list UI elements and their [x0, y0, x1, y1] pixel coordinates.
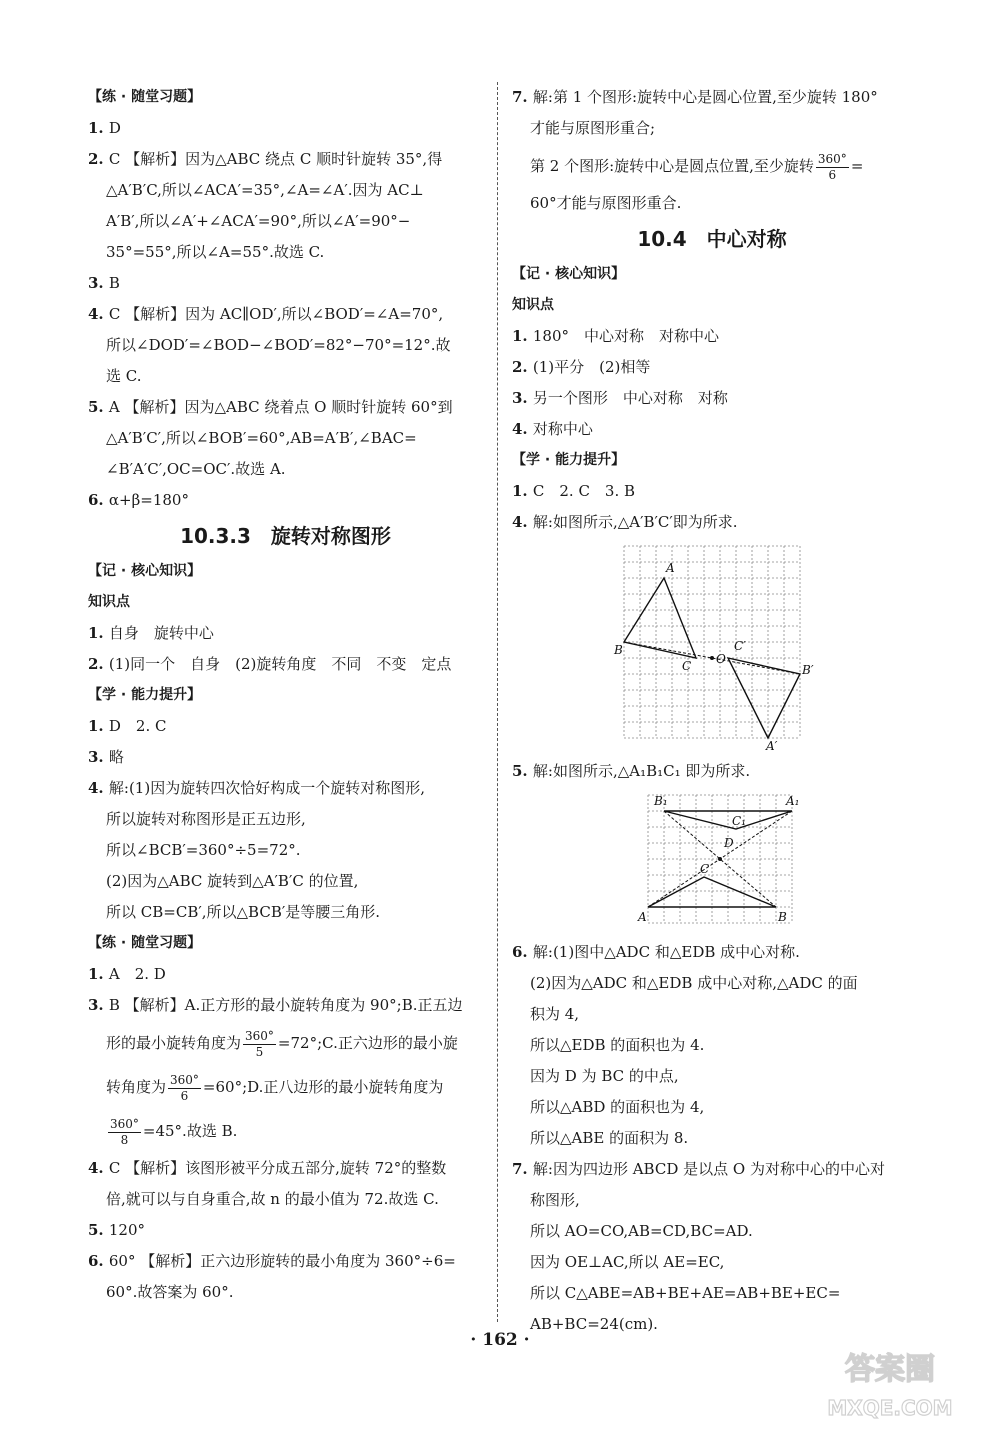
fraction: $\frac{360^\circ}{5}$ — [245, 1028, 274, 1059]
watermark-logo — [800, 1337, 980, 1427]
ability-6-line: 所以△EDB 的面积也为 4. — [530, 1036, 705, 1054]
practice-3-line: 形的最小旋转角度为 $\frac{360^\circ}{5}$ =72°;C.正六边形的最小旋 — [106, 1028, 458, 1059]
ability-6-line: 积为 4, — [530, 1005, 580, 1023]
ability-7-line: 所以 C△ABE=AB+BE+AE=AB+BE+EC= — [530, 1284, 841, 1302]
ability-6-line: 所以△ABE 的面积为 8. — [530, 1129, 689, 1147]
figure-rotation-triangles — [614, 542, 816, 753]
ability-7-line: 称图形, — [530, 1191, 580, 1209]
label-a1: A₁ — [786, 794, 800, 808]
answer-2-line: A′B′,所以∠A′+∠ACA′=90°,所以∠A′=90°− — [106, 212, 411, 230]
right-column — [512, 82, 912, 1340]
label-c-prime: C′ — [734, 639, 746, 653]
knowledge-2: 2. (1)同一个 自身 (2)旋转角度 不同 不变 定点 — [88, 655, 452, 673]
label-c1: C₁ — [732, 814, 746, 828]
answer-2: 2. C 【解析】因为△ABC 绕点 C 顺时针旋转 35°,得 — [88, 150, 443, 168]
figure-central-symmetry — [640, 791, 808, 931]
ability-1: 1. D 2. C — [88, 717, 167, 735]
fraction: $\frac{360^\circ}{6}$ — [170, 1072, 199, 1103]
page-number: · 162 · — [470, 1330, 530, 1350]
knowledge-1: 1. 自身 旋转中心 — [88, 624, 214, 642]
practice-1: 1. A 2. D — [88, 965, 166, 983]
figure-1-svg — [614, 542, 816, 753]
answer-5-line: ∠B′A′C′,OC=OC′.故选 A. — [106, 460, 286, 478]
ability-3: 3. 略 — [88, 748, 124, 766]
figure-2-svg — [640, 791, 808, 931]
answer-1: 1. D — [88, 119, 121, 137]
label-a: A — [666, 561, 675, 575]
column-divider — [497, 82, 498, 1322]
knowledge-point-label: 知识点 — [88, 594, 130, 610]
ability-4-line: (2)因为△ABC 旋转到△A′B′C 的位置, — [106, 872, 359, 890]
ability-7-line: 因为 OE⊥AC,所以 AE=EC, — [530, 1253, 725, 1271]
answer-7-line: 60°才能与原图形重合. — [530, 194, 682, 212]
fraction: $\frac{360^\circ}{6}$ — [817, 151, 847, 182]
section-title: 10.4 中心对称 — [637, 227, 787, 251]
section-title: 10.3.3 旋转对称图形 — [180, 524, 391, 548]
svg-text:答案圈: 答案圈 — [845, 1352, 935, 1387]
ability-4: 4. 解:如图所示,△A′B′C′即为所求. — [512, 513, 738, 531]
knowledge-3: 3. 另一个图形 中心对称 对称 — [512, 389, 728, 407]
ability-7: 7. 解:因为四边形 ABCD 是以点 O 为对称中心的中心对 — [512, 1160, 885, 1178]
answer-7-line: 才能与原图形重合; — [530, 119, 656, 137]
knowledge-2: 2. (1)平分 (2)相等 — [512, 358, 651, 376]
label-b: B — [778, 910, 787, 924]
practice-3: 3. B 【解析】A.正方形的最小旋转角度为 90°;B.正五边 — [88, 996, 463, 1014]
label-d: D — [724, 836, 734, 850]
ability-4-line: 所以旋转对称图形是正五边形, — [106, 810, 306, 828]
ability-7-line: 所以 AO=CO,AB=CD,BC=AD. — [530, 1222, 753, 1240]
answer-4-line: 选 C. — [106, 367, 142, 385]
ability-7-line: AB+BC=24(cm). — [530, 1315, 658, 1333]
practice-5: 5. 120° — [88, 1221, 146, 1239]
answer-3: 3. B — [88, 274, 120, 292]
center-point — [718, 857, 722, 861]
label-b-prime: B′ — [802, 663, 814, 677]
ability-4-line: 所以 CB=CB′,所以△BCB′是等腰三角形. — [106, 903, 381, 921]
knowledge-4: 4. 对称中心 — [512, 420, 593, 438]
practice-4-line: 倍,就可以与自身重合,故 n 的最小值为 72.故选 C. — [106, 1190, 439, 1208]
triangle-abc — [624, 578, 696, 658]
knowledge-point-label: 知识点 — [512, 297, 554, 313]
section-header: 【记 · 核心知识】 — [512, 266, 626, 282]
label-a: A — [638, 910, 647, 924]
practice-4: 4. C 【解析】该图形被平分成五部分,旋转 72°的整数 — [88, 1159, 447, 1177]
answer-5-line: △A′B′C′,所以∠BOB′=60°,AB=A′B′,∠BAC= — [106, 429, 417, 447]
ability-5: 5. 解:如图所示,△A₁B₁C₁ 即为所求. — [512, 762, 751, 780]
center-point — [710, 656, 714, 660]
practice-3-line: $\frac{360^\circ}{8}$ =45°.故选 B. — [110, 1116, 238, 1147]
ability-6: 6. 解:(1)图中△ADC 和△EDB 成中心对称. — [512, 943, 800, 961]
ability-1: 1. C 2. C 3. B — [512, 482, 636, 500]
label-c: C — [700, 862, 710, 876]
answer-6: 6. α+β=180° — [88, 491, 189, 509]
label-b1: B₁ — [654, 794, 668, 808]
label-b: B — [614, 643, 623, 657]
answer-2-line: △A′B′C,所以∠ACA′=35°,∠A=∠A′.因为 AC⊥ — [106, 181, 424, 199]
label-c: C — [682, 659, 692, 673]
ability-6-line: 所以△ABD 的面积也为 4, — [530, 1098, 705, 1116]
section-header: 【学 · 能力提升】 — [512, 452, 626, 468]
triangle-abc-image — [728, 658, 800, 738]
ability-4: 4. 解:(1)因为旋转四次恰好构成一个旋转对称图形, — [88, 779, 425, 797]
label-o: O — [716, 652, 726, 666]
left-column — [88, 82, 483, 1308]
practice-6-line: 60°.故答案为 60°. — [106, 1283, 234, 1301]
grid — [624, 546, 800, 738]
label-a-prime: A′ — [766, 739, 778, 753]
practice-3-line: 转角度为 $\frac{360^\circ}{6}$ =60°;D.正八边形的最小旋转角度为 — [106, 1072, 444, 1103]
ability-6-line: (2)因为△ADC 和△EDB 成中心对称,△ADC 的面 — [530, 974, 858, 992]
knowledge-1: 1. 180° 中心对称 对称中心 — [512, 327, 720, 345]
answer-7-line: 第 2 个图形:旋转中心是圆点位置,至少旋转 $\frac{360^\circ}{6}$ = — [530, 151, 864, 182]
svg-text:MXQE.COM: MXQE.COM — [827, 1396, 953, 1420]
answer-7: 7. 解:第 1 个图形:旋转中心是圆心位置,至少旋转 180° — [512, 88, 878, 106]
fraction: $\frac{360^\circ}{8}$ — [110, 1116, 139, 1147]
ability-6-line: 因为 D 为 BC 的中点, — [530, 1067, 679, 1085]
answer-5: 5. A 【解析】因为△ABC 绕着点 O 顺时针旋转 60°到 — [88, 398, 453, 416]
section-header: 【记 · 核心知识】 — [88, 563, 202, 579]
answer-4-line: 所以∠DOD′=∠BOD−∠BOD′=82°−70°=12°.故 — [106, 336, 451, 354]
section-header: 【练 · 随堂习题】 — [88, 89, 202, 105]
answer-2-line: 35°=55°,所以∠A=55°.故选 C. — [106, 243, 325, 261]
practice-6: 6. 60° 【解析】正六边形旋转的最小角度为 360°÷6= — [88, 1252, 456, 1270]
answer-4: 4. C 【解析】因为 AC∥OD′,所以∠BOD′=∠A=70°, — [88, 305, 444, 323]
section-header: 【学 · 能力提升】 — [88, 687, 202, 703]
ability-4-line: 所以∠BCB′=360°÷5=72°. — [106, 841, 301, 859]
section-header: 【练 · 随堂习题】 — [88, 935, 202, 951]
